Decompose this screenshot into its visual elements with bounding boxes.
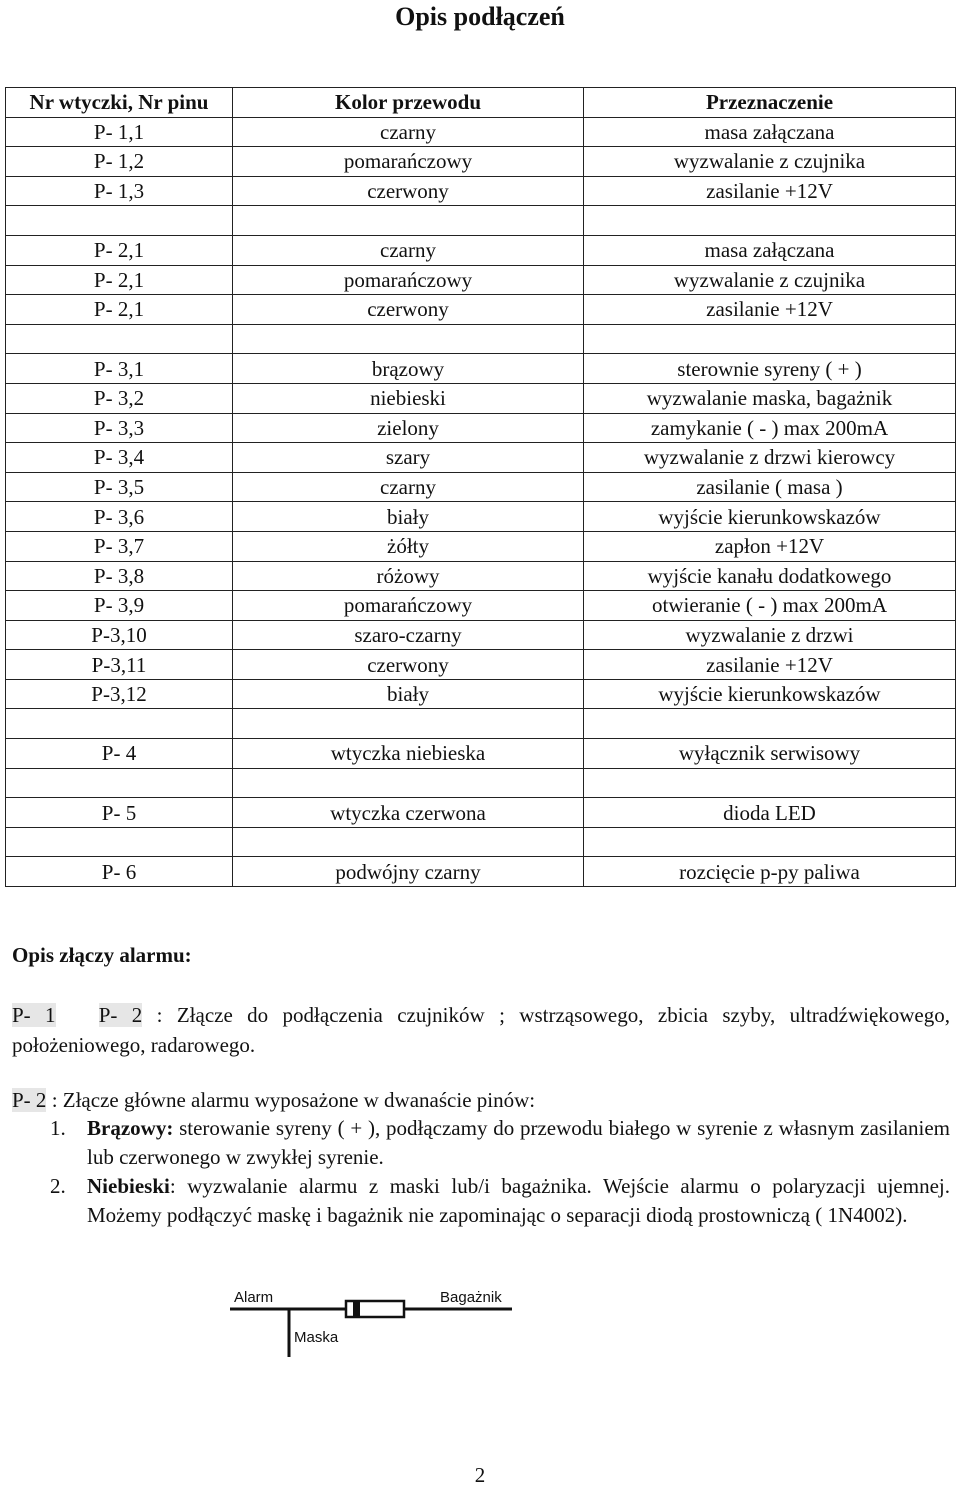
cell-color: [233, 324, 584, 354]
cell-pin: [6, 709, 233, 739]
cell-pin: P- 1,2: [6, 147, 233, 177]
cell-purpose: wyłącznik serwisowy: [584, 739, 956, 769]
cell-color: szaro-czarny: [233, 620, 584, 650]
table-row: [6, 472, 956, 502]
table-row: [6, 206, 956, 236]
table-row: [6, 413, 956, 443]
cell-purpose: zapłon +12V: [584, 531, 956, 561]
cell-pin: P- 2,1: [6, 295, 233, 325]
table-row: [6, 235, 956, 265]
table-row: [6, 620, 956, 650]
diode-diagram: [228, 1282, 518, 1362]
cell-pin: P- 1,1: [6, 117, 233, 147]
cell-purpose: wyjście kierunkowskazów: [584, 679, 956, 709]
cell-color: wtyczka niebieska: [233, 739, 584, 769]
cell-purpose: wyzwalanie z drzwi kierowcy: [584, 443, 956, 473]
table-row: [6, 502, 956, 532]
table-row: [6, 531, 956, 561]
cell-color: biały: [233, 502, 584, 532]
list-item: [12, 1172, 950, 1230]
table-row: [6, 176, 956, 206]
cell-purpose: zasilanie +12V: [584, 176, 956, 206]
paragraph-p2-text: : Złącze główne alarmu wyposażone w dwanaście pinów:: [46, 1088, 536, 1112]
cell-pin: [6, 324, 233, 354]
cell-color: czerwony: [233, 650, 584, 680]
cell-color: czerwony: [233, 295, 584, 325]
cell-color: brązowy: [233, 354, 584, 384]
header-color: Kolor przewodu: [233, 88, 584, 118]
cell-pin: P- 4: [6, 739, 233, 769]
cell-purpose: wyjście kanału dodatkowego: [584, 561, 956, 591]
cell-purpose: wyzwalanie maska, bagażnik: [584, 383, 956, 413]
table-row: [6, 354, 956, 384]
table-row: [6, 827, 956, 857]
cell-color: [233, 709, 584, 739]
cell-pin: P- 3,8: [6, 561, 233, 591]
cell-pin: P- 2,1: [6, 235, 233, 265]
cell-pin: P- 5: [6, 798, 233, 828]
tag-p1: P- 1: [12, 1003, 56, 1027]
connections-table: [5, 87, 956, 887]
cell-color: [233, 768, 584, 798]
cell-purpose: wyzwalanie z drzwi: [584, 620, 956, 650]
paragraph-p2: [12, 1085, 950, 1115]
cell-pin: P-3,12: [6, 679, 233, 709]
list-item: [12, 1114, 950, 1172]
cell-color: pomarańczowy: [233, 265, 584, 295]
cell-pin: P- 3,3: [6, 413, 233, 443]
cell-pin: P- 3,4: [6, 443, 233, 473]
section-title: Opis złączy alarmu:: [12, 943, 192, 967]
cell-color: podwójny czarny: [233, 857, 584, 887]
cell-purpose: [584, 768, 956, 798]
cell-color: pomarańczowy: [233, 591, 584, 621]
cell-pin: P- 6: [6, 857, 233, 887]
list-item-text: : wyzwalanie alarmu z maski lub/i bagażnika. Wejście alarmu o polaryzacji ujemnej. Możemy podłączyć maskę i bagażnik nie zapominając o separacji diodą prostowniczą ( 1N4002).: [87, 1174, 950, 1227]
pin-description-list: [12, 1114, 950, 1230]
cell-pin: P- 3,5: [6, 472, 233, 502]
header-pin: Nr wtyczki, Nr pinu: [6, 88, 233, 118]
cell-purpose: sterownie syreny ( + ): [584, 354, 956, 384]
page-title: Opis podłączeń: [395, 2, 565, 31]
cell-purpose: masa załączana: [584, 117, 956, 147]
cell-purpose: masa załączana: [584, 235, 956, 265]
cell-purpose: zasilanie +12V: [584, 650, 956, 680]
diagram-label-alarm: Alarm: [234, 1289, 274, 1306]
table-row: [6, 798, 956, 828]
cell-color: żółty: [233, 531, 584, 561]
page-number: 2: [474, 1463, 486, 1487]
cell-pin: [6, 827, 233, 857]
paragraph-p1-text: : Złącze do podłączenia czujników ; wstrząsowego, zbicia szyby, ultradźwiękowego, położeniowego, radarowego.: [12, 1003, 950, 1057]
cell-purpose: otwieranie ( - ) max 200mA: [584, 591, 956, 621]
table-row: [6, 265, 956, 295]
paragraph-p1-p2: [12, 1000, 950, 1060]
table-row: [6, 650, 956, 680]
cell-purpose: [584, 206, 956, 236]
cell-color: czarny: [233, 117, 584, 147]
table-row: [6, 324, 956, 354]
table-row: [6, 709, 956, 739]
cell-purpose: [584, 324, 956, 354]
cell-color: czarny: [233, 235, 584, 265]
cell-purpose: zasilanie +12V: [584, 295, 956, 325]
diagram-label-maska: Maska: [294, 1329, 339, 1346]
cell-pin: P- 2,1: [6, 265, 233, 295]
cell-pin: [6, 768, 233, 798]
cell-color: [233, 827, 584, 857]
list-item-label: Niebieski: [87, 1174, 170, 1198]
cell-purpose: zamykanie ( - ) max 200mA: [584, 413, 956, 443]
diode-cathode-band: [353, 1301, 360, 1317]
cell-purpose: wyjście kierunkowskazów: [584, 502, 956, 532]
table-row: [6, 443, 956, 473]
diagram-label-bagaznik: Bagażnik: [440, 1289, 502, 1306]
cell-pin: P- 3,1: [6, 354, 233, 384]
cell-pin: P-3,10: [6, 620, 233, 650]
table-header-row: [6, 88, 956, 118]
tag-p2-main: P- 2: [12, 1088, 47, 1112]
table-row: [6, 591, 956, 621]
cell-color: różowy: [233, 561, 584, 591]
header-purpose: Przeznaczenie: [584, 88, 956, 118]
cell-color: szary: [233, 443, 584, 473]
table-row: [6, 739, 956, 769]
cell-pin: [6, 206, 233, 236]
tag-p2: P- 2: [98, 1003, 143, 1027]
cell-color: pomarańczowy: [233, 147, 584, 177]
list-item-label: Brązowy:: [87, 1116, 174, 1140]
table-row: [6, 147, 956, 177]
cell-color: wtyczka czerwona: [233, 798, 584, 828]
table-row: [6, 561, 956, 591]
cell-color: niebieski: [233, 383, 584, 413]
cell-purpose: wyzwalanie z czujnika: [584, 265, 956, 295]
cell-pin: P- 3,7: [6, 531, 233, 561]
cell-purpose: [584, 827, 956, 857]
table-row: [6, 857, 956, 887]
cell-color: czerwony: [233, 176, 584, 206]
table-row: [6, 295, 956, 325]
cell-purpose: [584, 709, 956, 739]
table-row: [6, 117, 956, 147]
cell-color: zielony: [233, 413, 584, 443]
list-item-number: 2.: [50, 1174, 66, 1198]
cell-pin: P- 3,2: [6, 383, 233, 413]
cell-pin: P-3,11: [6, 650, 233, 680]
cell-color: [233, 206, 584, 236]
list-item-text: sterowanie syreny ( + ), podłączamy do przewodu białego w syrenie z własnym zasilaniem lub czerwonego w zwykłej syrenie.: [87, 1116, 950, 1169]
table-row: [6, 679, 956, 709]
list-item-number: 1.: [50, 1116, 66, 1140]
cell-purpose: dioda LED: [584, 798, 956, 828]
cell-color: biały: [233, 679, 584, 709]
table-row: [6, 768, 956, 798]
cell-purpose: wyzwalanie z czujnika: [584, 147, 956, 177]
cell-purpose: zasilanie ( masa ): [584, 472, 956, 502]
table-row: [6, 383, 956, 413]
cell-pin: P- 1,3: [6, 176, 233, 206]
cell-color: czarny: [233, 472, 584, 502]
cell-pin: P- 3,6: [6, 502, 233, 532]
cell-purpose: rozcięcie p-py paliwa: [584, 857, 956, 887]
cell-pin: P- 3,9: [6, 591, 233, 621]
